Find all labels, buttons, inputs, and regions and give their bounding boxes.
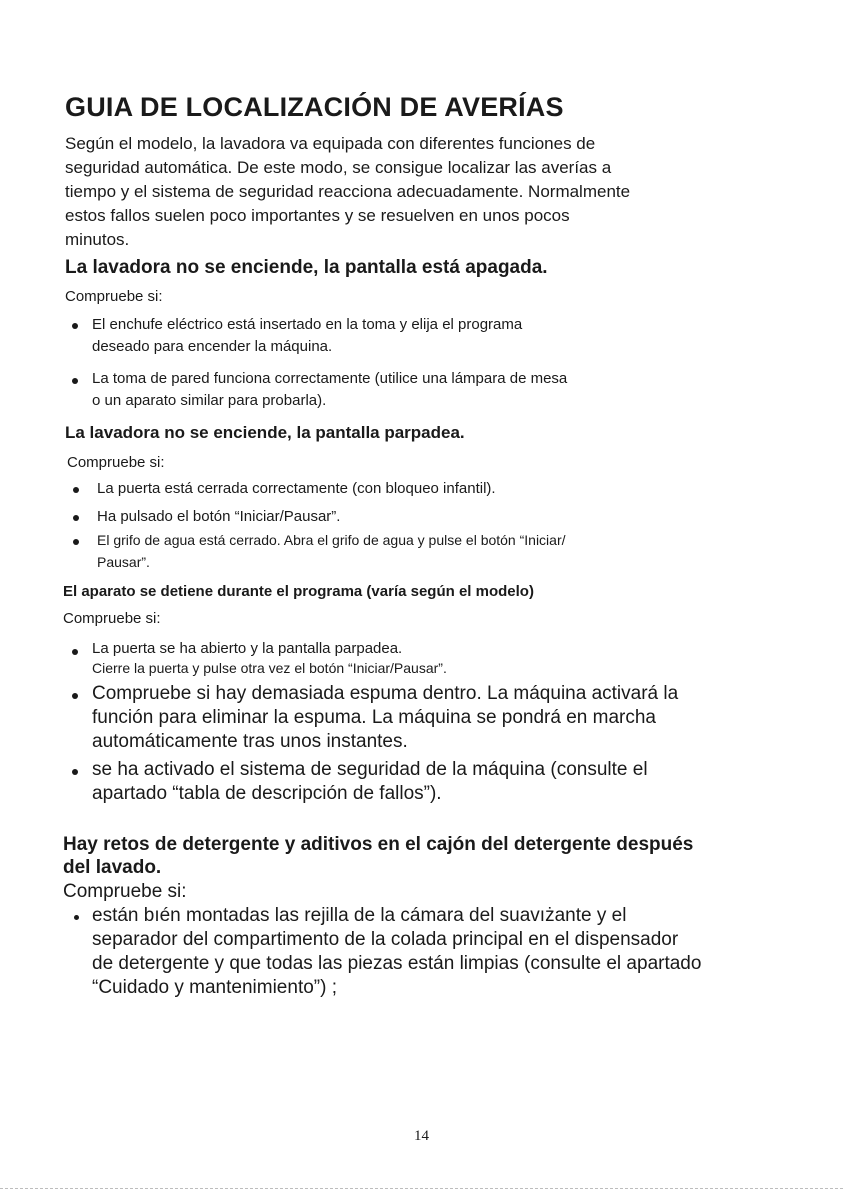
check-label: Compruebe si:: [63, 610, 161, 627]
page-number: 14: [414, 1128, 429, 1144]
section-heading: La lavadora no se enciende, la pantalla parpadea.: [65, 423, 465, 442]
check-label: Compruebe si:: [67, 454, 165, 471]
bullet-icon: [73, 539, 79, 545]
list-item-line: están bıén montadas las rejilla de la cámara del suavıżante y el: [92, 905, 627, 926]
bullet-icon: [72, 378, 78, 384]
intro-line: estos fallos suelen poco importantes y se resuelven en unos pocos: [65, 206, 570, 225]
list-item-line: o un aparato similar para probarla).: [92, 392, 327, 409]
bullet-icon: [72, 649, 78, 655]
bullet-icon: [73, 515, 79, 521]
list-item-line: Cierre la puerta y pulse otra vez el botón “Iniciar/Pausar”.: [92, 660, 447, 676]
list-item-line: Ha pulsado el botón “Iniciar/Pausar”.: [97, 508, 341, 525]
list-item-line: El grifo de agua está cerrado. Abra el grifo de agua y pulse el botón “Iniciar/: [97, 532, 566, 548]
list-item-line: de detergente y que todas las piezas están limpias (consulte el apartado: [92, 953, 702, 974]
bullet-icon: [72, 323, 78, 329]
bullet-icon: [74, 915, 79, 920]
intro-line: minutos.: [65, 230, 130, 249]
intro-line: tiempo y el sistema de seguridad reacciona adecuadamente. Normalmente: [65, 182, 631, 201]
intro-line: Según el modelo, la lavadora va equipada con diferentes funciones de: [65, 134, 596, 153]
list-item-line: Compruebe si hay demasiada espuma dentro. La máquina activará la: [92, 683, 679, 704]
section-heading: El aparato se detiene durante el programa (varía según el modelo): [63, 583, 534, 600]
page-bottom-rule: [0, 1188, 843, 1189]
list-item-line: se ha activado el sistema de seguridad de la máquina (consulte el: [92, 759, 648, 780]
list-item-line: deseado para encender la máquina.: [92, 338, 333, 355]
check-label: Compruebe si:: [65, 288, 163, 305]
list-item-line: “Cuidado y mantenimiento”) ;: [92, 977, 337, 998]
section-heading: del lavado.: [63, 857, 162, 878]
check-label: Compruebe si:: [63, 881, 187, 902]
list-item-line: La puerta está cerrada correctamente (con bloqueo infantil).: [97, 480, 496, 497]
list-item-line: El enchufe eléctrico está insertado en la toma y elija el programa: [92, 316, 523, 333]
list-item-line: Pausar”.: [97, 554, 150, 570]
bullet-icon: [72, 693, 78, 699]
list-item-line: La puerta se ha abierto y la pantalla parpadea.: [92, 640, 403, 657]
list-item-line: La toma de pared funciona correctamente (utilice una lámpara de mesa: [92, 370, 568, 387]
bullet-icon: [72, 769, 78, 775]
section-heading: La lavadora no se enciende, la pantalla está apagada.: [65, 257, 548, 278]
list-item-line: función para eliminar la espuma. La máquina se pondrá en marcha: [92, 707, 656, 728]
list-item-line: apartado “tabla de descripción de fallos”).: [92, 783, 442, 804]
page-title: GUIA DE LOCALIZACIÓN DE AVERÍAS: [65, 92, 564, 122]
section-heading: Hay retos de detergente y aditivos en el cajón del detergente después: [63, 834, 694, 855]
list-item-line: separador del compartimento de la colada principal en el dispensador: [92, 929, 679, 950]
intro-line: seguridad automática. De este modo, se consigue localizar las averías a: [65, 158, 612, 177]
list-item-line: automáticamente tras unos instantes.: [92, 731, 408, 752]
bullet-icon: [73, 487, 79, 493]
